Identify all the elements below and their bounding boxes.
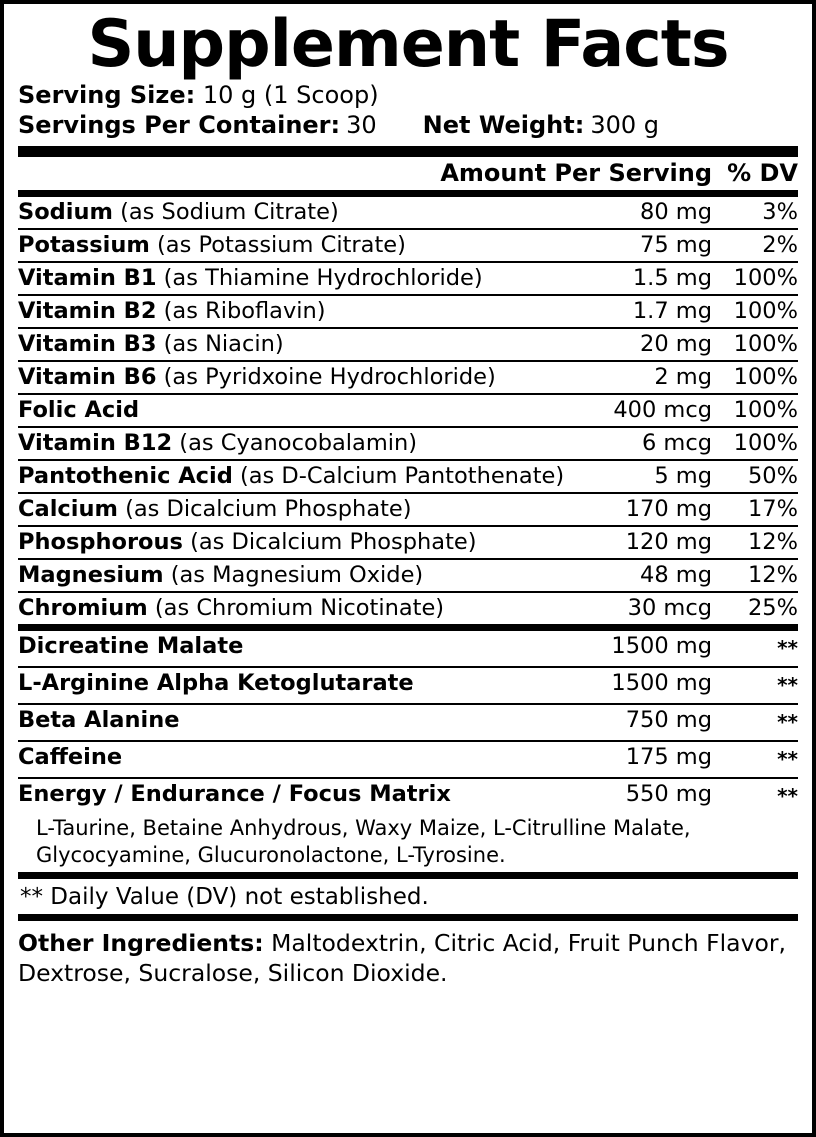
nutrient-name: Pantothenic Acid xyxy=(18,463,233,490)
nutrient-amount: 1.7 mg xyxy=(606,295,712,328)
nutrient-amount: 80 mg xyxy=(606,197,712,229)
other-ingredients-value: Maltodextrin, Citric Acid, Fruit Punch Flavor, Dextrose, Sucralose, Silicon Dioxide. xyxy=(18,928,787,988)
nutrient-dv: 50% xyxy=(712,460,798,493)
nutrient-name-cell xyxy=(18,460,606,493)
table-row xyxy=(18,741,798,778)
nutrient-table-body xyxy=(18,157,798,190)
table-row xyxy=(18,229,798,262)
nutrient-name: Vitamin B1 xyxy=(18,265,157,292)
nutrient-name: Calcium xyxy=(18,496,118,523)
nutrient-amount: 48 mg xyxy=(606,559,712,592)
nutrient-source: (as Chromium Nicotinate) xyxy=(154,595,445,622)
servings-per-container-label: Servings Per Container: xyxy=(18,111,341,140)
nutrient-source: (as Cyanocobalamin) xyxy=(179,430,418,457)
nutrient-dv: 100% xyxy=(712,328,798,361)
nutrient-dv: 17% xyxy=(712,493,798,526)
nutrient-source: (as Thiamine Hydrochloride) xyxy=(163,265,483,292)
nutrient-source: (as Sodium Citrate) xyxy=(120,199,339,226)
active-dv xyxy=(712,778,798,814)
active-dv-value: ** xyxy=(777,710,798,735)
nutrient-name-cell xyxy=(18,526,606,559)
nutrient-amount: 30 mcg xyxy=(627,595,712,622)
active-name-cell xyxy=(18,778,581,814)
nutrient-amount: 75 mg xyxy=(606,229,712,262)
table-row xyxy=(18,592,798,624)
nutrient-name: Folic Acid xyxy=(18,397,140,424)
nutrient-name-cell xyxy=(18,361,606,394)
active-amount: 1500 mg xyxy=(581,667,712,704)
nutrient-name-cell xyxy=(18,328,606,361)
active-dv-value: ** xyxy=(777,747,798,772)
nutrient-dv: 3% xyxy=(712,197,798,229)
page-title: Supplement Facts xyxy=(87,7,729,82)
nutrient-name: Potassium xyxy=(18,232,150,259)
nutrient-amount: 5 mg xyxy=(606,460,712,493)
serving-size-label: Serving Size: xyxy=(18,81,196,110)
table-row xyxy=(18,778,798,814)
nutrient-source: (as D-Calcium Pantothenate) xyxy=(239,463,565,490)
active-amount: 1500 mg xyxy=(581,631,712,667)
divider-actives xyxy=(18,624,798,631)
table-row xyxy=(18,427,798,460)
serving-size-row xyxy=(18,80,798,110)
nutrient-dv: 100% xyxy=(712,295,798,328)
divider-top xyxy=(18,146,798,157)
nutrient-amount: 400 mcg xyxy=(606,394,712,427)
nutrient-amount: 6 mcg xyxy=(606,427,712,460)
table-row xyxy=(18,361,798,394)
nutrient-source: (as Riboflavin) xyxy=(163,298,326,325)
active-dv-value: ** xyxy=(777,784,798,809)
other-ingredients-label: Other Ingredients: xyxy=(18,928,264,957)
active-name: Caffeine xyxy=(18,744,123,771)
table-row xyxy=(18,667,798,704)
active-dv xyxy=(712,741,798,778)
nutrient-name-cell xyxy=(18,592,606,624)
nutrient-name-cell xyxy=(18,262,606,295)
nutrient-table xyxy=(18,157,798,190)
active-name: Dicreatine Malate xyxy=(18,633,244,660)
active-name: L-Arginine Alpha Ketoglutarate xyxy=(18,670,414,697)
nutrient-name: Vitamin B2 xyxy=(18,298,157,325)
other-ingredients xyxy=(18,921,798,989)
net-weight-value: 300 g xyxy=(590,111,659,140)
active-dv-value: ** xyxy=(777,673,798,698)
nutrient-rows-body xyxy=(18,197,798,624)
nutrient-dv: 25% xyxy=(747,595,798,622)
nutrient-amount: 170 mg xyxy=(606,493,712,526)
nutrient-amount: 2 mg xyxy=(606,361,712,394)
nutrient-name: Vitamin B3 xyxy=(18,331,157,358)
active-dv-value: ** xyxy=(777,636,798,661)
nutrient-name: Phosphorous xyxy=(18,529,183,556)
serving-size-value: 10 g (1 Scoop) xyxy=(202,81,379,110)
net-weight-label: Net Weight: xyxy=(422,111,585,140)
nutrient-amount: 120 mg xyxy=(606,526,712,559)
active-dv xyxy=(712,631,798,667)
nutrient-dv: 100% xyxy=(712,361,798,394)
nutrient-name-cell xyxy=(18,394,606,427)
table-row xyxy=(18,460,798,493)
active-amount: 750 mg xyxy=(581,704,712,741)
active-dv xyxy=(712,667,798,704)
dv-footnote: ** Daily Value (DV) not established. xyxy=(20,883,429,910)
nutrient-dv: 100% xyxy=(712,262,798,295)
nutrient-name-cell xyxy=(18,559,606,592)
nutrient-name: Chromium xyxy=(18,595,148,622)
table-row xyxy=(18,559,798,592)
nutrient-name-cell xyxy=(18,295,606,328)
header-amount-per-serving: Amount Per Serving xyxy=(440,159,712,188)
nutrient-dv: 100% xyxy=(712,427,798,460)
table-row xyxy=(18,197,798,229)
nutrient-name-cell xyxy=(18,229,606,262)
nutrient-amount: 20 mg xyxy=(606,328,712,361)
nutrient-name: Magnesium xyxy=(18,562,164,589)
nutrient-source: (as Niacin) xyxy=(163,331,284,358)
active-name-cell xyxy=(18,667,581,704)
servings-per-container-value: 30 xyxy=(346,111,377,140)
nutrient-source: (as Magnesium Oxide) xyxy=(170,562,424,589)
header-percent-dv: % DV xyxy=(727,159,798,188)
active-name-cell xyxy=(18,631,581,667)
nutrient-name-cell xyxy=(18,493,606,526)
table-row xyxy=(18,631,798,667)
table-row xyxy=(18,704,798,741)
table-row xyxy=(18,493,798,526)
table-row xyxy=(18,262,798,295)
nutrient-amount: 1.5 mg xyxy=(606,262,712,295)
table-row xyxy=(18,328,798,361)
table-row xyxy=(18,295,798,328)
divider-other xyxy=(18,914,798,921)
active-amount: 550 mg xyxy=(625,781,712,808)
servings-per-container-row xyxy=(18,110,798,140)
table-row xyxy=(18,394,798,427)
table-row xyxy=(18,526,798,559)
nutrient-name: Vitamin B6 xyxy=(18,364,157,391)
active-name: Energy / Endurance / Focus Matrix xyxy=(18,781,451,808)
nutrient-source: (as Pyridxoine Hydrochloride) xyxy=(163,364,496,391)
nutrient-name-cell xyxy=(18,427,606,460)
matrix-detail: L-Taurine, Betaine Anhydrous, Waxy Maize, L-Citrulline Malate, Glycocyamine, Glucuronolactone, L-Tyrosine. xyxy=(36,816,691,867)
nutrient-dv: 100% xyxy=(712,394,798,427)
active-name-cell xyxy=(18,704,581,741)
nutrient-name: Sodium xyxy=(18,199,113,226)
table-header-row xyxy=(18,157,798,190)
actives-table-body xyxy=(18,631,798,814)
nutrient-name: Vitamin B12 xyxy=(18,430,173,457)
nutrient-rows-table xyxy=(18,197,798,624)
active-dv xyxy=(712,704,798,741)
nutrient-source: (as Potassium Citrate) xyxy=(157,232,406,259)
nutrient-source: (as Dicalcium Phosphate) xyxy=(125,496,412,523)
nutrient-name-cell xyxy=(18,197,606,229)
nutrient-source: (as Dicalcium Phosphate) xyxy=(190,529,477,556)
actives-table xyxy=(18,631,798,814)
divider-footnote xyxy=(18,872,798,879)
nutrient-dv: 12% xyxy=(712,526,798,559)
nutrient-dv: 12% xyxy=(712,559,798,592)
active-name-cell xyxy=(18,741,581,778)
nutrient-dv: 2% xyxy=(712,229,798,262)
divider-header xyxy=(18,190,798,197)
active-amount: 175 mg xyxy=(581,741,712,778)
active-name: Beta Alanine xyxy=(18,707,180,734)
